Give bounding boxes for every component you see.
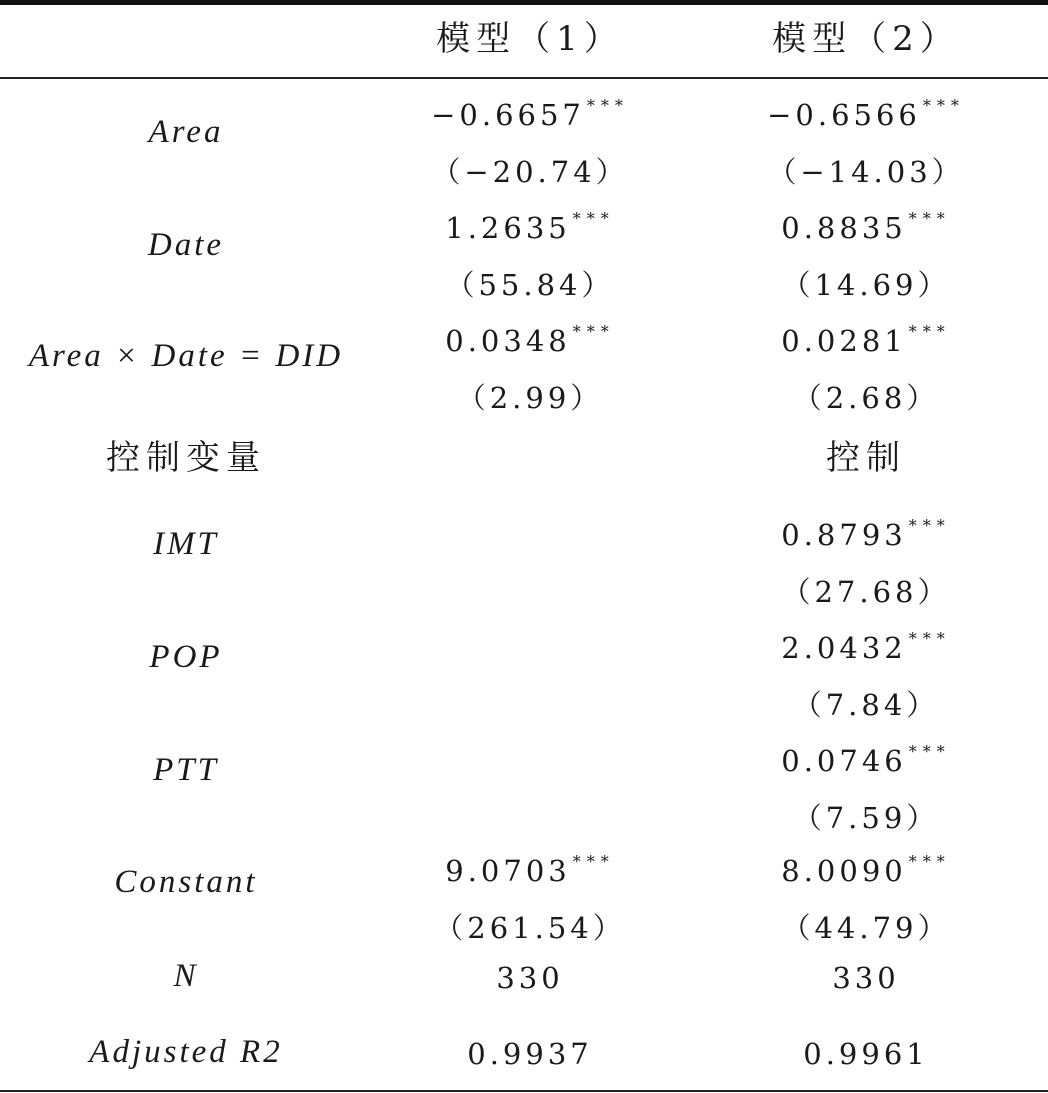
t-statistic: （55.84） bbox=[445, 268, 615, 302]
row-label-constant: Constant bbox=[114, 864, 258, 900]
cell-area-model-2 bbox=[716, 86, 1016, 192]
coef-value: 2.0432 bbox=[781, 631, 907, 665]
cell-did-model-1 bbox=[380, 312, 680, 418]
t-statistic: （261.54） bbox=[434, 911, 626, 945]
significance-stars: *** bbox=[908, 516, 951, 535]
t-statistic: （−14.03） bbox=[767, 155, 965, 189]
coef-value: 0.8835 bbox=[781, 211, 907, 245]
cell-pop-model-2 bbox=[716, 619, 1016, 725]
cell-controls-model-2: 控制 bbox=[826, 438, 906, 478]
cell-n-model-1: 330 bbox=[496, 961, 564, 995]
cell-constant-model-1 bbox=[380, 842, 680, 948]
t-statistic: （2.99） bbox=[456, 381, 604, 415]
row-label-ptt: PTT bbox=[153, 752, 219, 788]
coef-value: 0.8793 bbox=[781, 518, 907, 552]
coef-value: 0.0348 bbox=[445, 324, 571, 358]
significance-stars: *** bbox=[586, 96, 629, 115]
row-label-date: Date bbox=[147, 227, 225, 263]
cell-date-model-1 bbox=[380, 199, 680, 305]
table-header-rule bbox=[0, 77, 1048, 79]
significance-stars: *** bbox=[908, 629, 951, 648]
significance-stars: *** bbox=[572, 209, 615, 228]
significance-stars: *** bbox=[908, 742, 951, 761]
significance-stars: *** bbox=[572, 322, 615, 341]
coef-value: −0.6566 bbox=[767, 98, 921, 132]
row-label-pop: POP bbox=[149, 639, 223, 675]
table-top-rule bbox=[0, 0, 1048, 5]
t-statistic: （7.59） bbox=[792, 801, 940, 835]
row-label-area: Area bbox=[148, 114, 224, 150]
coef-value: 0.0746 bbox=[781, 744, 907, 778]
row-label-controls: 控制变量 bbox=[106, 438, 266, 478]
row-label-adjusted-r2: Adjusted R2 bbox=[89, 1034, 283, 1070]
coef-value: 0.0281 bbox=[781, 324, 907, 358]
cell-ptt-model-2 bbox=[716, 732, 1016, 838]
coef-value: 1.2635 bbox=[445, 211, 571, 245]
row-label-n: N bbox=[173, 958, 199, 994]
significance-stars: *** bbox=[908, 322, 951, 341]
cell-date-model-2 bbox=[716, 199, 1016, 305]
cell-adjusted-r2-model-1: 0.9937 bbox=[467, 1037, 593, 1071]
coef-value: 9.0703 bbox=[445, 854, 571, 888]
row-label-imt: IMT bbox=[153, 526, 219, 562]
header-model-2: 模型（2） bbox=[772, 19, 960, 59]
t-statistic: （2.68） bbox=[792, 381, 940, 415]
t-statistic: （27.68） bbox=[781, 575, 951, 609]
significance-stars: *** bbox=[572, 852, 615, 871]
t-statistic: （44.79） bbox=[781, 911, 951, 945]
significance-stars: *** bbox=[908, 209, 951, 228]
cell-constant-model-2 bbox=[716, 842, 1016, 948]
row-label-did: Area × Date = DID bbox=[28, 338, 344, 374]
table-bottom-rule bbox=[0, 1090, 1048, 1092]
coef-value: −0.6657 bbox=[431, 98, 585, 132]
coef-value: 8.0090 bbox=[781, 854, 907, 888]
cell-adjusted-r2-model-2: 0.9961 bbox=[803, 1037, 929, 1071]
cell-did-model-2 bbox=[716, 312, 1016, 418]
significance-stars: *** bbox=[922, 96, 965, 115]
t-statistic: （7.84） bbox=[792, 688, 940, 722]
t-statistic: （−20.74） bbox=[431, 155, 629, 189]
header-model-1: 模型（1） bbox=[436, 19, 624, 59]
cell-n-model-2: 330 bbox=[832, 961, 900, 995]
cell-area-model-1 bbox=[380, 86, 680, 192]
significance-stars: *** bbox=[908, 852, 951, 871]
t-statistic: （14.69） bbox=[781, 268, 951, 302]
cell-imt-model-2 bbox=[716, 506, 1016, 612]
